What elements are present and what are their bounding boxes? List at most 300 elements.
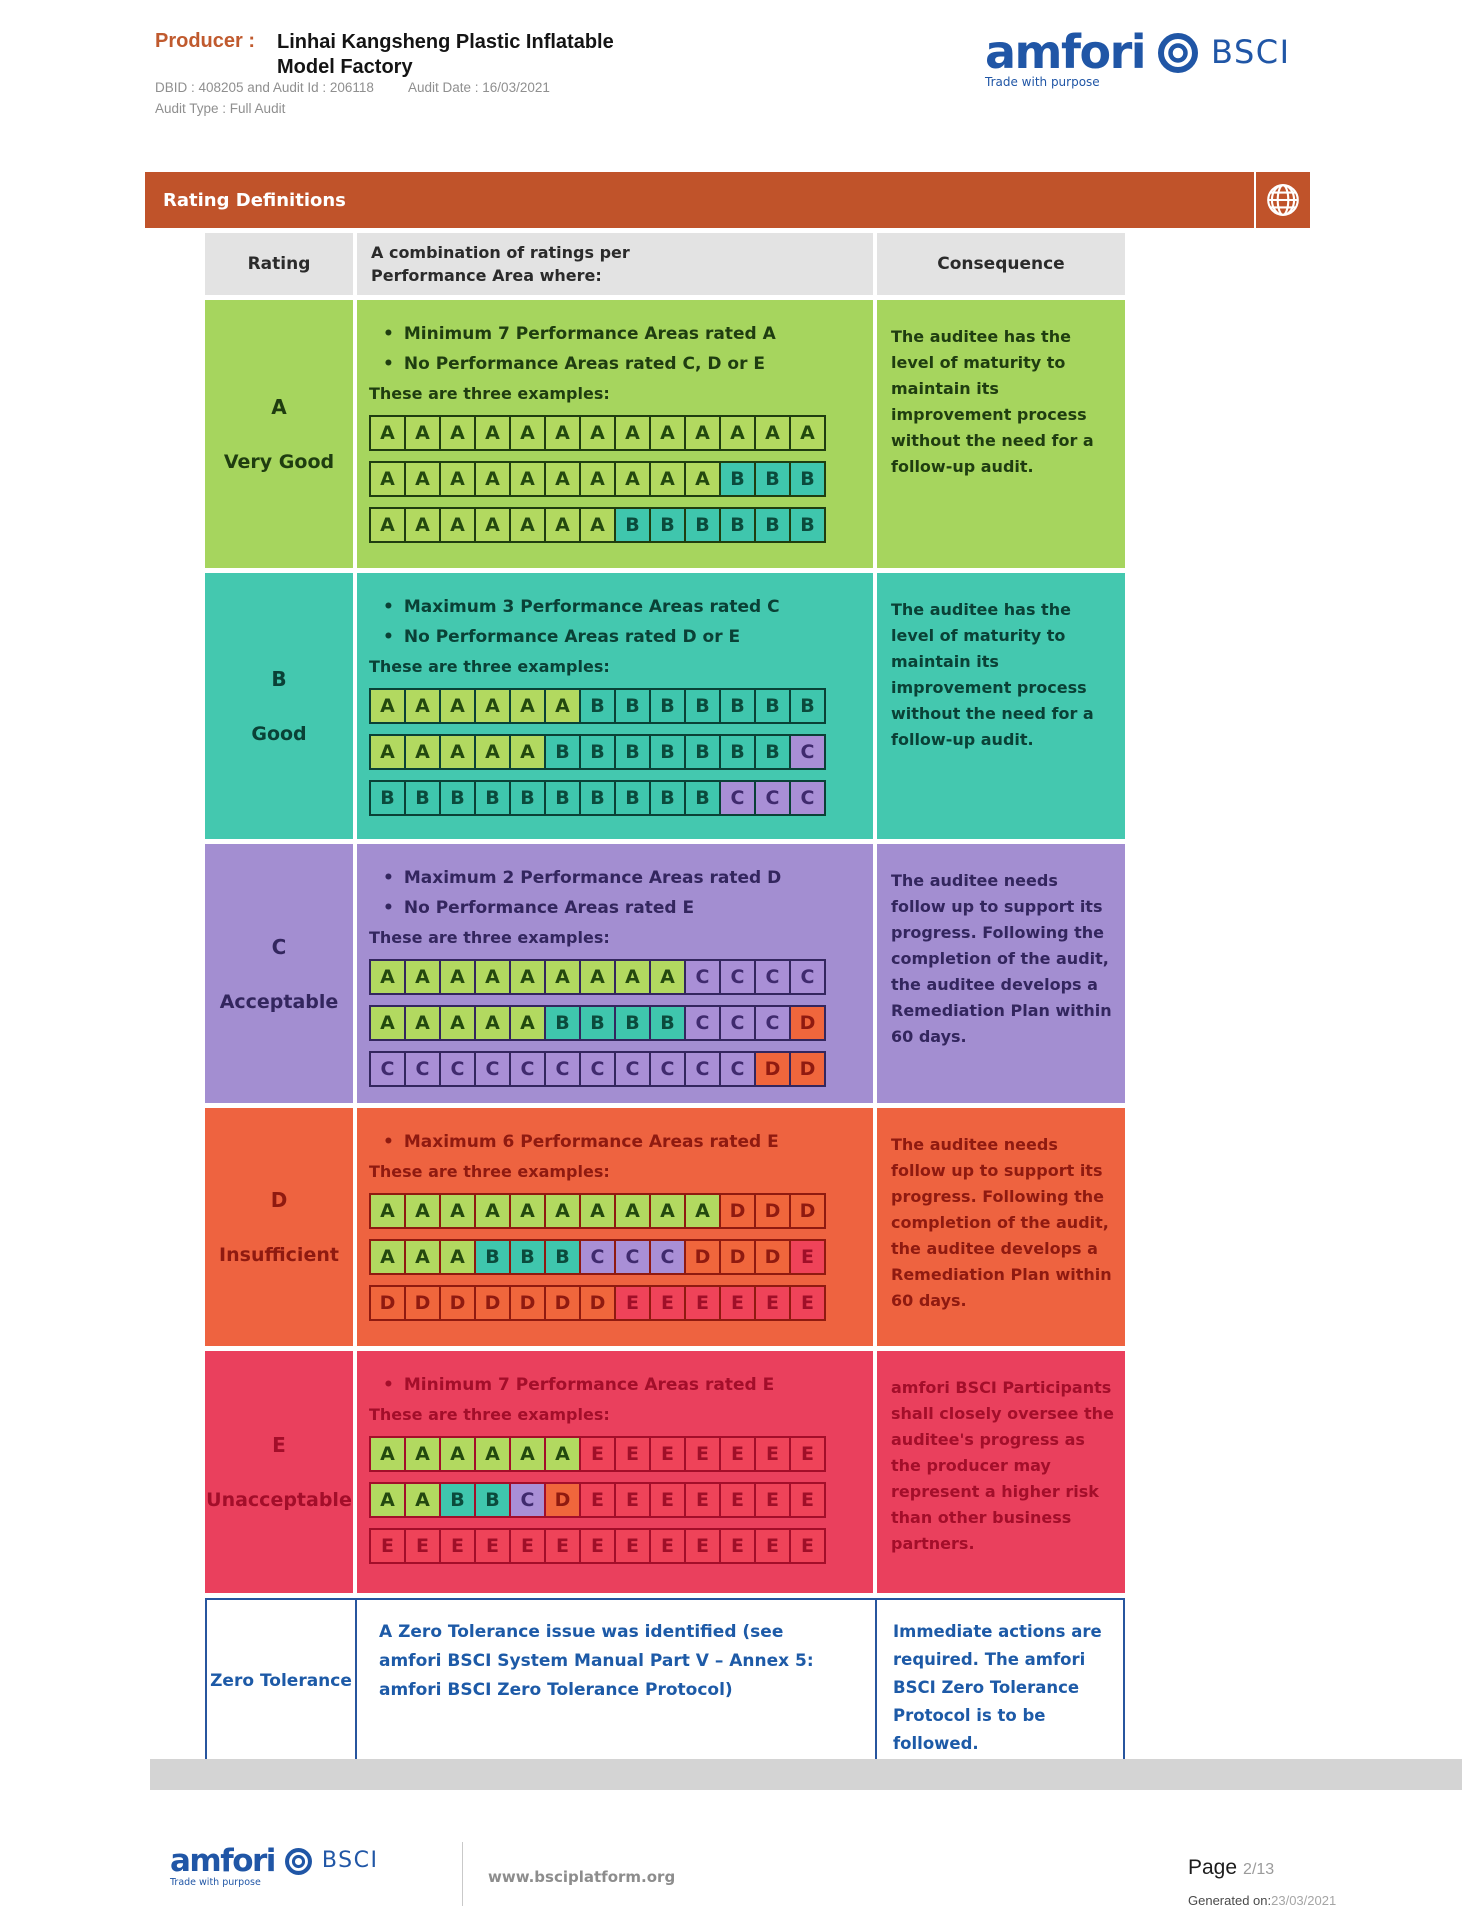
- rating-cell-A: A: [544, 461, 581, 497]
- rating-cell-A: A: [719, 415, 756, 451]
- example-strip: [369, 461, 863, 497]
- rating-cell-B: B: [509, 1239, 546, 1275]
- zero-tolerance-row: [205, 1598, 1125, 1763]
- rating-cell-A: A: [474, 1436, 511, 1472]
- rating-row: [205, 1108, 1125, 1346]
- rating-cell-A: A: [439, 1005, 476, 1041]
- rating-cell-D: D: [544, 1482, 581, 1518]
- example-strip: [369, 734, 863, 770]
- example-strip: [369, 1051, 863, 1087]
- rating-cell-B: B: [474, 780, 511, 816]
- rating-cell-C: C: [614, 1051, 651, 1087]
- rating-cell-A: A: [369, 415, 406, 451]
- example-strips: [369, 959, 863, 1087]
- rating-cell-A: A: [544, 507, 581, 543]
- rating-cell-A: A: [509, 959, 546, 995]
- footer-generated: [1188, 1893, 1336, 1908]
- rating-cell-B: B: [754, 734, 791, 770]
- rating-cell-A: A: [509, 1436, 546, 1472]
- footer-page-label: Page: [1188, 1856, 1238, 1879]
- criteria-bullet: [383, 898, 863, 918]
- rating-cell-C: C: [509, 1482, 546, 1518]
- consequence-text: The auditee has the level of maturity to maintain its improvement process without the need for a follow-up audit.: [891, 600, 1094, 749]
- rating-cell-E: E: [719, 1436, 756, 1472]
- footer-bsci-wordmark: BSCI: [321, 1848, 379, 1873]
- rating-cell-E: E: [684, 1436, 721, 1472]
- rating-cell-A: A: [649, 461, 686, 497]
- rating-grade: B: [271, 667, 287, 691]
- rating-cell-B: B: [544, 734, 581, 770]
- rating-cell-A: A: [754, 415, 791, 451]
- rating-grade-cell: [205, 1108, 353, 1346]
- rating-cell-C: C: [754, 1005, 791, 1041]
- rating-cell-C: C: [719, 780, 756, 816]
- rating-cell-D: D: [754, 1239, 791, 1275]
- rating-cell-D: D: [439, 1285, 476, 1321]
- rating-cell-A: A: [369, 688, 406, 724]
- banner-title: Rating Definitions: [163, 189, 346, 211]
- criteria-bullets: [369, 1132, 863, 1152]
- consequence-cell: [877, 1351, 1125, 1593]
- rating-cell-B: B: [544, 1005, 581, 1041]
- table-header-row: [205, 233, 1125, 295]
- column-header-consequence: Consequence: [877, 233, 1125, 295]
- rating-cell-A: A: [369, 734, 406, 770]
- rating-cell-D: D: [579, 1285, 616, 1321]
- rating-cell-A: A: [369, 507, 406, 543]
- example-strips: [369, 688, 863, 816]
- bullet-dot: •: [383, 1375, 394, 1395]
- zero-tolerance-label: Zero Tolerance: [210, 1670, 352, 1691]
- rating-cell-C: C: [789, 959, 826, 995]
- bullet-dot: •: [383, 898, 394, 918]
- rating-cell-D: D: [789, 1051, 826, 1087]
- rating-cell-E: E: [789, 1436, 826, 1472]
- rating-criteria-cell: [357, 300, 873, 568]
- rating-cell-A: A: [369, 1482, 406, 1518]
- audit-type: Audit Type : Full Audit: [155, 101, 286, 116]
- amfori-tagline: Trade with purpose: [985, 75, 1100, 89]
- criteria-bullet: [383, 627, 863, 647]
- rating-grade: C: [271, 934, 287, 959]
- rating-criteria-cell: [357, 573, 873, 839]
- rating-cell-B: B: [614, 507, 651, 543]
- rating-row: [205, 573, 1125, 839]
- rating-criteria-cell: [357, 844, 873, 1103]
- example-strip: [369, 415, 863, 451]
- rating-cell-B: B: [579, 688, 616, 724]
- rating-cell-B: B: [684, 688, 721, 724]
- rating-cell-A: A: [614, 415, 651, 451]
- rating-cell-B: B: [404, 780, 441, 816]
- rating-cell-B: B: [684, 734, 721, 770]
- rating-cell-E: E: [649, 1482, 686, 1518]
- criteria-bullet: [383, 597, 863, 617]
- amfori-bsci-logo: [985, 25, 1291, 89]
- zero-tolerance-label-cell: [205, 1598, 357, 1763]
- rating-cell-B: B: [579, 1005, 616, 1041]
- rating-cell-A: A: [579, 1193, 616, 1229]
- example-strip: [369, 959, 863, 995]
- criteria-bullet: [383, 354, 863, 374]
- rating-cell-A: A: [404, 959, 441, 995]
- rating-cell-B: B: [614, 780, 651, 816]
- criteria-bullets: [369, 1375, 863, 1395]
- rating-cell-C: C: [719, 1005, 756, 1041]
- rating-cell-E: E: [719, 1528, 756, 1564]
- rating-cell-A: A: [404, 461, 441, 497]
- page-shadow-bar: [150, 1759, 1462, 1790]
- rating-cell-D: D: [754, 1193, 791, 1229]
- examples-label: These are three examples:: [369, 1162, 610, 1181]
- rating-cell-A: A: [439, 415, 476, 451]
- rating-grade: E: [272, 1433, 286, 1457]
- example-strip: [369, 1528, 863, 1564]
- footer-amfori-wordmark: amfori: [170, 1843, 275, 1879]
- example-strips: [369, 415, 863, 543]
- rating-grade-label: Insufficient: [219, 1244, 339, 1266]
- example-strips: [369, 1193, 863, 1321]
- rating-cell-E: E: [369, 1528, 406, 1564]
- rating-grade-label: Very Good: [223, 451, 335, 473]
- rating-cell-D: D: [719, 1193, 756, 1229]
- rating-cell-C: C: [719, 1051, 756, 1087]
- rating-cell-A: A: [439, 461, 476, 497]
- rating-cell-B: B: [754, 461, 791, 497]
- producer-label: Producer :: [155, 30, 256, 52]
- example-strip: [369, 1482, 863, 1518]
- rating-cell-A: A: [369, 1005, 406, 1041]
- rating-cell-A: A: [404, 1193, 441, 1229]
- column-header-rating: Rating: [205, 233, 353, 295]
- rating-grade-cell: [205, 300, 353, 568]
- rating-grade-label: Unacceptable: [206, 1489, 352, 1511]
- rating-cell-B: B: [789, 688, 826, 724]
- rating-cell-E: E: [614, 1285, 651, 1321]
- rating-cell-A: A: [509, 688, 546, 724]
- examples-label: These are three examples:: [369, 1405, 610, 1424]
- column-header-combination-text: A combination of ratings per Performance Area where:: [371, 243, 630, 285]
- rating-cell-A: A: [474, 415, 511, 451]
- bullet-dot: •: [383, 354, 394, 374]
- consequence-text: The auditee needs follow up to support its progress. Following the completion of the audit, the auditee develops a Remediation Plan within 60 days.: [891, 1135, 1112, 1310]
- rating-cell-A: A: [649, 959, 686, 995]
- rating-cell-A: A: [649, 1193, 686, 1229]
- rating-cell-A: A: [404, 1436, 441, 1472]
- criteria-bullet: [383, 1132, 863, 1152]
- rating-cell-A: A: [439, 507, 476, 543]
- rating-cell-B: B: [684, 507, 721, 543]
- consequence-cell: [877, 844, 1125, 1103]
- rating-cell-B: B: [649, 1005, 686, 1041]
- consequence-text: amfori BSCI Participants shall closely oversee the auditee's progress as the producer may represent a higher risk than other business partners.: [891, 1378, 1114, 1553]
- consequence-text: The auditee has the level of maturity to maintain its improvement process without the need for a follow-up audit.: [891, 327, 1094, 476]
- rating-cell-A: A: [439, 688, 476, 724]
- bullet-dot: •: [383, 597, 394, 617]
- rating-cell-B: B: [544, 1239, 581, 1275]
- rating-cell-E: E: [439, 1528, 476, 1564]
- example-strip: [369, 1239, 863, 1275]
- rating-cell-C: C: [404, 1051, 441, 1087]
- criteria-bullets: [369, 324, 863, 374]
- footer-page-indicator: [1188, 1856, 1274, 1880]
- rating-cell-E: E: [544, 1528, 581, 1564]
- rating-cell-C: C: [614, 1239, 651, 1275]
- consequence-text: The auditee needs follow up to support its progress. Following the completion of the audit, the auditee develops a Remediation Plan within 60 days.: [891, 871, 1112, 1046]
- rating-cell-E: E: [754, 1528, 791, 1564]
- rating-cell-C: C: [439, 1051, 476, 1087]
- rating-cell-B: B: [439, 780, 476, 816]
- rating-cell-A: A: [404, 1482, 441, 1518]
- rating-cell-E: E: [754, 1482, 791, 1518]
- rating-cell-B: B: [789, 507, 826, 543]
- rating-cell-E: E: [789, 1239, 826, 1275]
- criteria-bullet: [383, 868, 863, 888]
- rating-cell-E: E: [579, 1482, 616, 1518]
- rating-cell-A: A: [474, 959, 511, 995]
- rating-grade-cell: [205, 844, 353, 1103]
- rating-cell-B: B: [614, 734, 651, 770]
- rating-cell-A: A: [404, 688, 441, 724]
- rating-cell-A: A: [509, 415, 546, 451]
- rating-cell-B: B: [579, 734, 616, 770]
- rating-cell-E: E: [509, 1528, 546, 1564]
- rating-cell-C: C: [579, 1239, 616, 1275]
- rating-cell-E: E: [754, 1436, 791, 1472]
- rating-cell-C: C: [649, 1239, 686, 1275]
- rating-cell-E: E: [789, 1285, 826, 1321]
- dbid-audit-id: DBID : 408205 and Audit Id : 206118: [155, 80, 374, 95]
- rating-cell-A: A: [614, 461, 651, 497]
- rating-cell-B: B: [614, 1005, 651, 1041]
- rating-cell-C: C: [719, 959, 756, 995]
- rating-row: [205, 1351, 1125, 1593]
- rating-cell-E: E: [789, 1528, 826, 1564]
- rating-cell-A: A: [439, 959, 476, 995]
- footer-url[interactable]: www.bsciplatform.org: [488, 1868, 676, 1886]
- criteria-bullets: [369, 868, 863, 918]
- rating-cell-D: D: [754, 1051, 791, 1087]
- rating-cell-E: E: [719, 1482, 756, 1518]
- rating-cell-A: A: [509, 1005, 546, 1041]
- rating-grade-cell: [205, 573, 353, 839]
- rating-cell-A: A: [579, 507, 616, 543]
- rating-cell-A: A: [684, 415, 721, 451]
- rating-grade-label: Acceptable: [219, 990, 339, 1013]
- rating-cell-B: B: [719, 507, 756, 543]
- criteria-text: No Performance Areas rated E: [403, 898, 695, 918]
- rating-cell-B: B: [719, 688, 756, 724]
- rating-cell-D: D: [684, 1239, 721, 1275]
- rating-cell-A: A: [544, 1436, 581, 1472]
- consequence-cell: [877, 1108, 1125, 1346]
- rating-cell-B: B: [649, 780, 686, 816]
- criteria-text: No Performance Areas rated D or E: [403, 627, 741, 647]
- rating-cell-B: B: [369, 780, 406, 816]
- rating-cell-E: E: [649, 1436, 686, 1472]
- bullet-dot: •: [383, 324, 394, 344]
- example-strips: [369, 1436, 863, 1564]
- zero-tolerance-description-cell: A Zero Tolerance issue was identified (see amfori BSCI System Manual Part V – Annex 5: amfori BSCI Zero Tolerance Protocol): [355, 1598, 877, 1763]
- rating-cell-D: D: [719, 1239, 756, 1275]
- example-strip: [369, 1193, 863, 1229]
- globe-icon: [1264, 181, 1302, 219]
- rating-cell-C: C: [789, 780, 826, 816]
- footer-amfori-tagline: Trade with purpose: [170, 1877, 261, 1888]
- rating-cell-C: C: [649, 1051, 686, 1087]
- bullet-dot: •: [383, 627, 394, 647]
- bsci-wordmark: BSCI: [1211, 33, 1291, 71]
- rating-cell-A: A: [789, 415, 826, 451]
- rating-cell-E: E: [684, 1528, 721, 1564]
- rating-cell-B: B: [544, 780, 581, 816]
- rating-cell-E: E: [719, 1285, 756, 1321]
- rating-row: [205, 300, 1125, 568]
- rating-criteria-cell: [357, 1351, 873, 1593]
- rating-cell-A: A: [404, 415, 441, 451]
- footer-divider: [462, 1842, 463, 1906]
- consequence-cell: [877, 300, 1125, 568]
- rating-cell-A: A: [649, 415, 686, 451]
- rating-cell-C: C: [754, 959, 791, 995]
- rating-cell-A: A: [369, 461, 406, 497]
- rating-grade: D: [270, 1188, 288, 1212]
- example-strip: [369, 1436, 863, 1472]
- amfori-wordmark: amfori: [985, 25, 1146, 79]
- rating-cell-C: C: [789, 734, 826, 770]
- rating-cell-B: B: [719, 734, 756, 770]
- rating-cell-A: A: [369, 1239, 406, 1275]
- rating-cell-A: A: [439, 734, 476, 770]
- rating-cell-A: A: [544, 415, 581, 451]
- example-strip: [369, 507, 863, 543]
- rating-cell-B: B: [474, 1482, 511, 1518]
- footer-amfori-rings-icon: [283, 1846, 314, 1877]
- rating-cell-C: C: [754, 780, 791, 816]
- rating-cell-D: D: [789, 1005, 826, 1041]
- footer-amfori-bsci-logo: [170, 1843, 379, 1888]
- rating-cell-B: B: [474, 1239, 511, 1275]
- criteria-text: Maximum 3 Performance Areas rated C: [403, 597, 780, 617]
- rating-cell-B: B: [649, 688, 686, 724]
- rating-cell-E: E: [684, 1482, 721, 1518]
- rating-cell-A: A: [544, 1193, 581, 1229]
- rating-cell-A: A: [404, 1005, 441, 1041]
- rating-cell-A: A: [369, 1193, 406, 1229]
- rating-cell-C: C: [474, 1051, 511, 1087]
- rating-cell-A: A: [544, 959, 581, 995]
- rating-cell-C: C: [684, 959, 721, 995]
- rating-cell-D: D: [509, 1285, 546, 1321]
- rating-cell-A: A: [614, 959, 651, 995]
- rating-cell-A: A: [474, 1005, 511, 1041]
- rating-cell-C: C: [509, 1051, 546, 1087]
- rating-cell-B: B: [509, 780, 546, 816]
- rating-cell-A: A: [474, 688, 511, 724]
- criteria-bullet: [383, 1375, 863, 1395]
- rating-cell-A: A: [579, 461, 616, 497]
- rating-cell-E: E: [789, 1482, 826, 1518]
- criteria-text: Maximum 2 Performance Areas rated D: [403, 868, 782, 888]
- rating-criteria-cell: [357, 1108, 873, 1346]
- zero-tolerance-consequence-cell: Immediate actions are required. The amfori BSCI Zero Tolerance Protocol is to be followed.: [875, 1598, 1125, 1763]
- rating-cell-D: D: [369, 1285, 406, 1321]
- rating-cell-A: A: [474, 507, 511, 543]
- rating-cell-A: A: [474, 734, 511, 770]
- rating-cell-A: A: [439, 1193, 476, 1229]
- rating-cell-C: C: [369, 1051, 406, 1087]
- rating-cell-A: A: [404, 507, 441, 543]
- rating-cell-A: A: [579, 959, 616, 995]
- criteria-bullet: [383, 324, 863, 344]
- rating-cell-B: B: [579, 780, 616, 816]
- rating-cell-D: D: [404, 1285, 441, 1321]
- examples-label: These are three examples:: [369, 657, 610, 676]
- rating-cell-E: E: [404, 1528, 441, 1564]
- rating-row: [205, 844, 1125, 1103]
- rating-cell-A: A: [474, 461, 511, 497]
- rating-cell-A: A: [404, 1239, 441, 1275]
- rating-cell-E: E: [684, 1285, 721, 1321]
- footer-generated-label: Generated on:: [1188, 1893, 1272, 1908]
- rating-grade: A: [271, 395, 287, 419]
- audit-date: Audit Date : 16/03/2021: [408, 80, 550, 95]
- producer-name: Linhai Kangsheng Plastic Inflatable Model Factory: [277, 31, 614, 78]
- rating-cell-C: C: [684, 1051, 721, 1087]
- rating-cell-E: E: [474, 1528, 511, 1564]
- criteria-text: No Performance Areas rated C, D or E: [403, 354, 766, 374]
- rating-cell-E: E: [614, 1528, 651, 1564]
- rating-cell-A: A: [474, 1193, 511, 1229]
- rating-cell-B: B: [684, 780, 721, 816]
- rating-cell-E: E: [579, 1528, 616, 1564]
- rating-cell-E: E: [579, 1436, 616, 1472]
- rating-grade-label: Good: [251, 723, 307, 745]
- footer-generated-date: 23/03/2021: [1271, 1893, 1337, 1908]
- footer-page-number: 2/13: [1243, 1861, 1275, 1878]
- rating-cell-E: E: [649, 1285, 686, 1321]
- table-body: [205, 300, 1125, 1763]
- globe-box[interactable]: [1254, 172, 1310, 228]
- rating-cell-C: C: [579, 1051, 616, 1087]
- rating-cell-A: A: [579, 415, 616, 451]
- rating-cell-E: E: [754, 1285, 791, 1321]
- example-strip: [369, 1285, 863, 1321]
- rating-cell-A: A: [614, 1193, 651, 1229]
- rating-cell-B: B: [614, 688, 651, 724]
- rating-cell-B: B: [789, 461, 826, 497]
- example-strip: [369, 688, 863, 724]
- rating-cell-A: A: [369, 1436, 406, 1472]
- rating-cell-E: E: [649, 1528, 686, 1564]
- rating-cell-A: A: [544, 688, 581, 724]
- column-header-combination: [357, 233, 873, 295]
- rating-cell-B: B: [754, 507, 791, 543]
- rating-definitions-banner: [145, 172, 1310, 228]
- bullet-dot: •: [383, 868, 394, 888]
- bullet-dot: •: [383, 1132, 394, 1152]
- consequence-cell: [877, 573, 1125, 839]
- examples-label: These are three examples:: [369, 384, 610, 403]
- rating-cell-C: C: [684, 1005, 721, 1041]
- rating-cell-A: A: [439, 1436, 476, 1472]
- rating-cell-D: D: [544, 1285, 581, 1321]
- rating-cell-B: B: [649, 507, 686, 543]
- rating-grade-cell: [205, 1351, 353, 1593]
- example-strip: [369, 1005, 863, 1041]
- rating-cell-D: D: [474, 1285, 511, 1321]
- rating-cell-A: A: [509, 507, 546, 543]
